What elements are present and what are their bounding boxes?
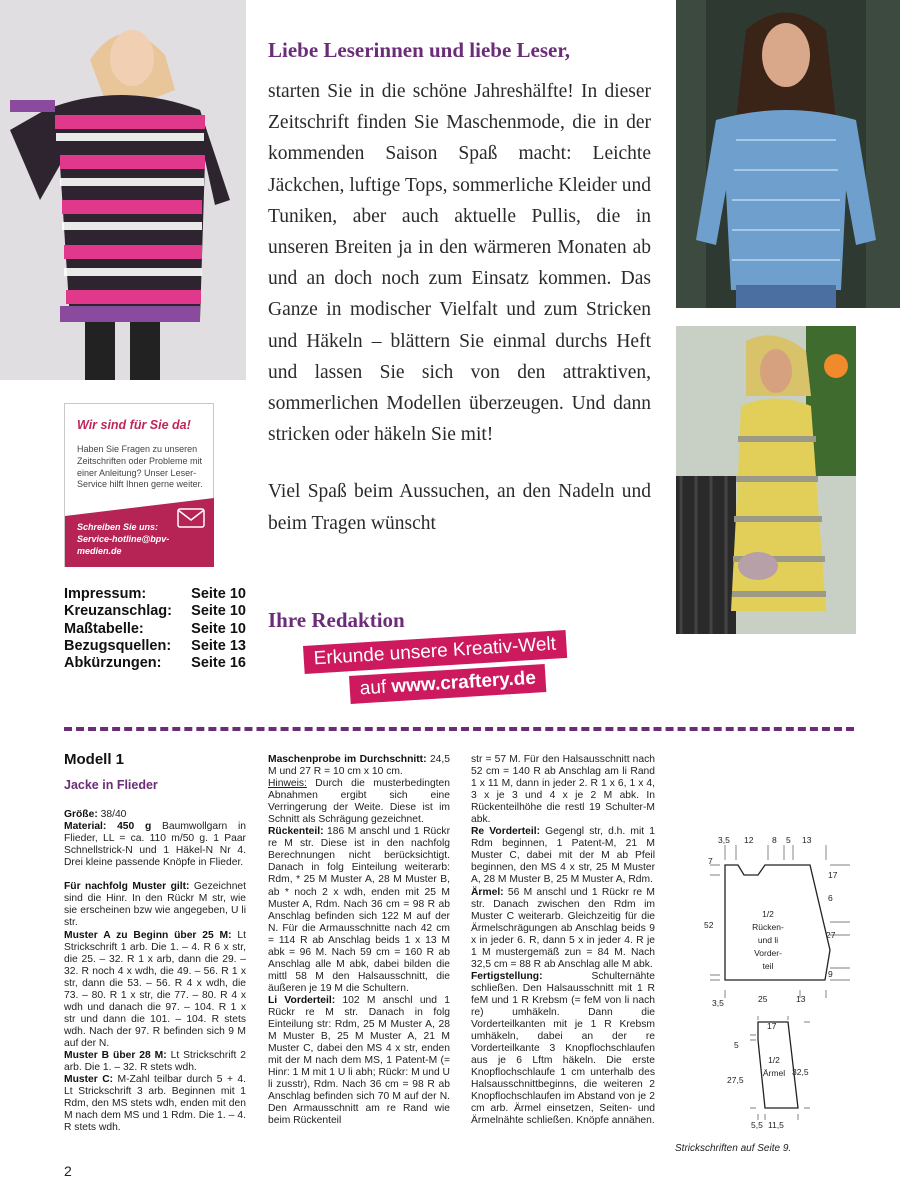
letter-greeting: Liebe Leserinnen und liebe Leser, bbox=[268, 38, 570, 62]
diagram-sleeve-right: 32,5 bbox=[792, 1067, 809, 1077]
diagram-sleeve-left: 27,5 bbox=[727, 1075, 744, 1085]
diagram-sleeve-bottom: 5,5 bbox=[751, 1120, 763, 1130]
craftery-banner[interactable] bbox=[303, 633, 623, 714]
diagram-sleeve-bottom: 11,5 bbox=[768, 1120, 784, 1130]
diagram-left-measure: 3,5 bbox=[712, 998, 724, 1008]
letter-body bbox=[268, 76, 651, 539]
pattern-column-3 bbox=[471, 754, 655, 1127]
fertigstellung-paragraph: Fertigstellung: Schulternähte schließen. Den Halsausschnitt mit 1 R feM und 1 R Krebsm (= feM von li nach re) umhäkeln. Dann die Vorderteilkanten mit je 1 R Krebsm umhäkeln, dabei an der re Vorderteilkante 3 Knopflochschlaufen aus je 6 Lftm häkeln. Die erste Knopflochschlaufe 1 cm unterhalb des Halsausschnittbeginns, die weiteren 2 Knopflochschlaufen im Abstand von je 2 cm arb. Ärmel einsetzen, Seiten- und Ärmelnähte schließen. Knöpfe annähen. bbox=[471, 970, 655, 1127]
model-title: Modell 1 bbox=[64, 751, 125, 768]
diagram-body-label: 1/2 bbox=[762, 909, 774, 919]
muster-a-paragraph: Muster A zu Beginn über 25 M: Lt Strickschrift 1 arb. Die 1. – 4. R 6 x str, die 25. – 32. R 1 x arb, dann die 29. – 32. R noch 4 x wdh, die 49. – 56. R 1 x str, dann die 53. – 56. R 4 x wdh, die 73. – 80. R 1 x str, die 77. – 80. R 4 x wdh und danach die 97. – 104. R 1 x str und dann die 101. – 104. R stets wdh. Nach der 97. R befinden sich 9 M auf der N. bbox=[64, 929, 247, 1049]
banner-line2: auf www.craftery.de bbox=[349, 664, 547, 704]
diagram-left-measure: 7 bbox=[708, 856, 713, 866]
section-divider bbox=[64, 727, 854, 731]
diagram-bottom-measure: 25 bbox=[758, 994, 768, 1004]
index-row: Kreuzanschlag: Seite 10 bbox=[64, 603, 246, 620]
vorderteil-li-paragraph: Li Vorderteil: 102 M anschl und 1 Rückr re M str. Danach in folg Einteilung str: Rdm, 25 M Muster A, 28 M Muster B, 25 M Muster A, 21 M Muster C, dabei den MS 4 x str, enden mit der M nach dem MS, 1 Patent-M (= Hinr: 1 M mit 1 U li abh; Rückr: M und U li zusstr), Rdm. Nach 36 cm = 98 R ab Anschlag befinden sich 70 M auf der N. Den Armausschnitt am re Rand wie beim Rückenteil bbox=[268, 994, 451, 1127]
letter-signature: Ihre Redaktion bbox=[268, 608, 405, 632]
letter-closing: Viel Spaß beim Aussuchen, an den Nadeln und beim Tragen wünscht bbox=[268, 481, 651, 534]
service-box-text: Haben Sie Fragen zu unseren Zeitschriften oder Probleme mit einer Anleitung? Unser Leser-Service hilft Ihnen gerne weiter. bbox=[77, 444, 203, 490]
hinweis-paragraph: Hinweis: Durch die musterbedingten Abnahmen ergibt sich eine Verringerung der Weite. Diese ist im Schnitt als Schrägung gezeichnet. bbox=[268, 778, 450, 826]
service-box-contact-label: Schreiben Sie uns: bbox=[77, 522, 159, 532]
halsausschnitt-paragraph: str = 57 M. Für den Halsausschnitt nach 52 cm = 140 R ab Anschlag am li Rand 1 x 11 M, dann in jeder 2. R 1 x 6, 1 x 4, 3 x je 3 und 4 x je 2 M abk. In Rückenteilhöhe die restl 19 Schulter-M abk. bbox=[471, 754, 655, 826]
rueckenteil-paragraph: Rückenteil: 186 M anschl und 1 Rückr re M str. Diese ist in den nachfolg Berechnungen nicht berücksichtigt. Danach in folg Einteilung weiterarb: Rdm, * 25 M Muster A, 28 M Muster B, ab * noch 2 x wdh, enden mit 25 M Muster A, Rdm. Nach 36 cm = 98 R ab Anschlag befinden sich 122 M auf der N. Für die Armausschnitte nach 42 cm = 114 R ab Anschlag beids 1 x 13 M abk = 96 M. Nach 59 cm = 160 R ab Anschlag alle M abk, dabei bilden die mittl 58 M den Halsausschnitt, die äußeren je 19 M die Schultern. bbox=[268, 826, 450, 994]
pattern-schematic bbox=[700, 830, 860, 1140]
diagram-right-measure: 9 bbox=[828, 969, 833, 979]
photo-yellow-dress bbox=[676, 326, 856, 634]
pattern-column-1 bbox=[64, 751, 247, 1134]
page-number: 2 bbox=[64, 1163, 72, 1179]
service-box-contact bbox=[77, 521, 177, 557]
diagram-body-label: teil bbox=[762, 961, 774, 971]
chart-caption: Strickschriften auf Seite 9. bbox=[675, 1143, 792, 1154]
diagram-top-measure: 8 bbox=[772, 835, 777, 845]
material-paragraph: Material: 450 g Baumwollgarn in Flieder, LL = ca. 110 m/50 g. 1 Paar Schnellstrick-N und 1 Häkel-N Nr 4. Drei kleine passende Knöpfe in Flieder. bbox=[64, 821, 246, 869]
muster-paragraph: Für nachfolg Muster gilt: Gezeichnet sind die Hinr. In den Rückr M str, wie sie erscheinen bzw wie angegeben, U li str. bbox=[64, 881, 247, 929]
diagram-top-measure: 13 bbox=[802, 835, 812, 845]
index-row: Bezugsquellen: Seite 13 bbox=[64, 637, 246, 654]
service-box-email-link[interactable]: Service-hotline@bpv-medien.de bbox=[77, 534, 170, 556]
service-box-title: Wir sind für Sie da! bbox=[77, 418, 191, 432]
muster-b-paragraph: Muster B über 28 M: Lt Strickschrift 2 arb. Die 1. – 32. R stets wdh. bbox=[64, 1049, 246, 1074]
model-subtitle: Jacke in Flieder bbox=[64, 778, 158, 793]
diagram-sleeve-label: 1/2 bbox=[768, 1055, 780, 1065]
diagram-top-measure: 3,5 bbox=[718, 835, 730, 845]
groesse-paragraph: Größe: 38/40 bbox=[64, 809, 127, 821]
service-box bbox=[64, 403, 214, 567]
index-row: Impressum: Seite 10 bbox=[64, 586, 246, 602]
banner-line1: Erkunde unsere Kreativ-Welt bbox=[303, 630, 567, 674]
diagram-right-measure: 6 bbox=[828, 893, 833, 903]
sleeve-outline bbox=[758, 1022, 798, 1108]
diagram-sleeve-top: 17 bbox=[767, 1021, 777, 1031]
photo-striped-sweater bbox=[0, 0, 246, 380]
letter-intro: starten Sie in die schöne Jahreshälfte! In dieser Zeitschrift finden Sie Maschenmode, die in der kommenden Saison Spaß macht: Leichte Jäckchen, luftige Tops, sommerliche Kleider und Tuniken, aber auch aktuelle Pullis, die in unseren Breiten ja in den wärmeren Monaten ab und an doch noch zum Einsatz kommen. Das Ganze in modischer Vielfalt und zum Stricken und Häkeln – blättern Sie einmal durchs Heft und lassen Sie sich von den attraktiven, sommerlichen Modellen überzeugen. Und dann stricken oder häkeln Sie mit! bbox=[268, 81, 651, 446]
muster-c-paragraph: Muster C: M-Zahl teilbar durch 5 + 4. Lt Strickschrift 3 arb. Beginnen mit 1 Rdm, den MS stets wdh, enden mit den M nach dem MS und 1 Rdm. Die 1. – 4. R stets wdh. bbox=[64, 1074, 247, 1134]
photo-blue-crochet-top bbox=[676, 0, 900, 308]
vorderteil-re-paragraph: Re Vorderteil: Gegengl str, d.h. mit 1 Rdm beginnen, 1 Patent-M, 21 M Muster C, dabei mit der M ab Pfeil beginnen, den MS 4 x str, 25 M Muster A, 28 M Muster B, 25 M Muster A, Rdm. bbox=[471, 826, 655, 886]
diagram-right-measure: 17 bbox=[828, 870, 838, 880]
banner-url[interactable]: www.craftery.de bbox=[390, 667, 537, 698]
index-row: Maßtabelle: Seite 10 bbox=[64, 620, 246, 637]
diagram-top-measure: 12 bbox=[744, 835, 754, 845]
maschenprobe-paragraph: Maschenprobe im Durchschnitt: 24,5 M und 27 R = 10 cm x 10 cm. bbox=[268, 754, 451, 778]
diagram-bottom-measure: 13 bbox=[796, 994, 806, 1004]
diagram-top-measure: 5 bbox=[786, 835, 791, 845]
diagram-body-label: und li bbox=[757, 935, 779, 945]
diagram-sleeve-left: 5 bbox=[734, 1040, 739, 1050]
index-row: Abkürzungen: Seite 16 bbox=[64, 655, 246, 672]
diagram-left-measure: 52 bbox=[704, 920, 714, 930]
diagram-right-measure: 27 bbox=[826, 930, 836, 940]
diagram-body-label: Rücken- bbox=[752, 922, 784, 932]
envelope-icon bbox=[177, 508, 205, 528]
page-index bbox=[64, 586, 246, 672]
aermel-paragraph: Ärmel: 56 M anschl und 1 Rückr re M str. Danach zwischen den Rdm im Muster C weiterarb. Gleichzeitig für die Ärmelschrägungen ab Anschlag beids 9 x in jeder 6. R, dann 5 x in jeder 4. R je 1 M mustergemäß zun = 84 M. Nach 32,5 cm = 88 R ab Anschlag alle M abk. bbox=[471, 886, 655, 970]
pattern-column-2 bbox=[268, 754, 450, 1127]
diagram-body-label: Vorder- bbox=[754, 948, 782, 958]
diagram-sleeve-label: Ärmel bbox=[762, 1068, 786, 1078]
